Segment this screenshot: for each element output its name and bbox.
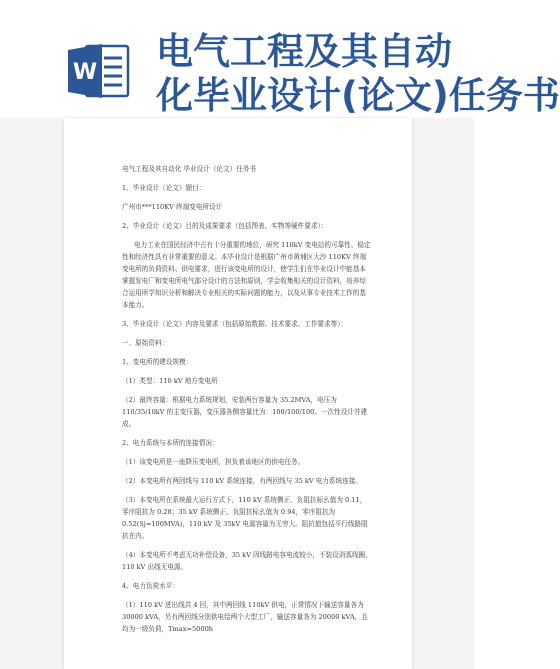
- banner-title-line-1: 电气工程及其自动: [156, 30, 452, 73]
- section-3-title: 3、毕业设计（论文）内容及要求（包括原始数据、技术要求、工作要求等）：: [122, 320, 348, 328]
- document-preview-area: [0, 118, 474, 669]
- section-1-title: 1、毕业设计（论文）题目：: [122, 184, 206, 192]
- banner-title-line-2: 化毕业设计(论文)任务书: [156, 74, 560, 117]
- item-1-capacity: （2）最终容量：根据电力系统规划，安装两台容量为 35.2MVA，电压为 110/35/10kV 的主变压器，变压器各侧容量比为：100/100/100。一次性设计并建成。: [122, 396, 368, 428]
- document-heading: 电气工程及其自动化 毕业设计（论文）任务书: [122, 165, 256, 173]
- word-letter: W: [72, 60, 98, 85]
- item-2-title: 2、电力系统与本所的连接情况：: [122, 439, 219, 447]
- item-2-a: （1）该变电所是一座降压变电所，担负着该地区的供电任务。: [122, 458, 305, 466]
- section-2-title: 2、毕业设计（论文）目的及成果要求（包括图表、实物等硬件要求）：: [122, 222, 328, 230]
- item-4-a: （1）110 kV 进出线共 4 回，其中两回线 110kV 供电，正常情况下输送容量各为 30000 kVA，另有两回线分别供电给两个大型工厂，输送容量各为 20000 kVA，且均为一级负荷，Tmax=5000h: [122, 601, 368, 633]
- item-2-c: （3）本变电所在系统最大运行方式下，110 kV 系统侧正、负阻抗标幺值为 0.11，零序阻抗为 0.28；35 kV 系统侧正、负阻抗标幺值为 0.94，零序阻抗为 0.52(Sj=100MVA)，110 kV 及 35kV 电源容量为无穷大。阻抗值包括平行线路阻抗在内。: [122, 496, 368, 540]
- item-2-b: （2）本变电所有两回线与 110 kV 系统连接，有两回线与 35 kV 电力系统连接。: [122, 477, 362, 485]
- document-banner: [0, 0, 560, 118]
- item-4-title: 4、电力负荷水平：: [122, 582, 179, 590]
- banner-title: [156, 30, 560, 118]
- item-1-type: （1）类型：110 kV 地方变电所: [122, 377, 218, 385]
- word-document-icon: [66, 40, 132, 102]
- section-2-body: 电力工业在国民经济中占有十分重要的地位，研究 110kV 变电站的可靠性、稳定性和经济性具有非常重要的意义。本毕业设计是根据广州市黄埔区大沙 110KV 终端变电所的负荷资料、供电要求，进行该变电所的设计，使学生们在毕业设计中能基本掌握发电厂和变电所电气部分设计的方法和原则，学会收集相关的设计资料，培养综合运用所学知识分析和解决专业相关的实际问题的能力，以及从事专业技术工作的基本能力。: [122, 241, 371, 309]
- item-1-title: 1、变电所的建设规模：: [122, 358, 193, 366]
- document-page: [64, 118, 412, 669]
- section-1-body: 广州市***110KV 终端变电所设计: [122, 203, 223, 211]
- raw-data-title: 一、原始资料：: [122, 339, 169, 347]
- item-2-d: （4）本变电所不考虑无功补偿设备，35 kV 因线路电容电流较小，不装设消弧线圈，110 kV 出线无电源。: [122, 551, 372, 571]
- document-body: [122, 163, 372, 635]
